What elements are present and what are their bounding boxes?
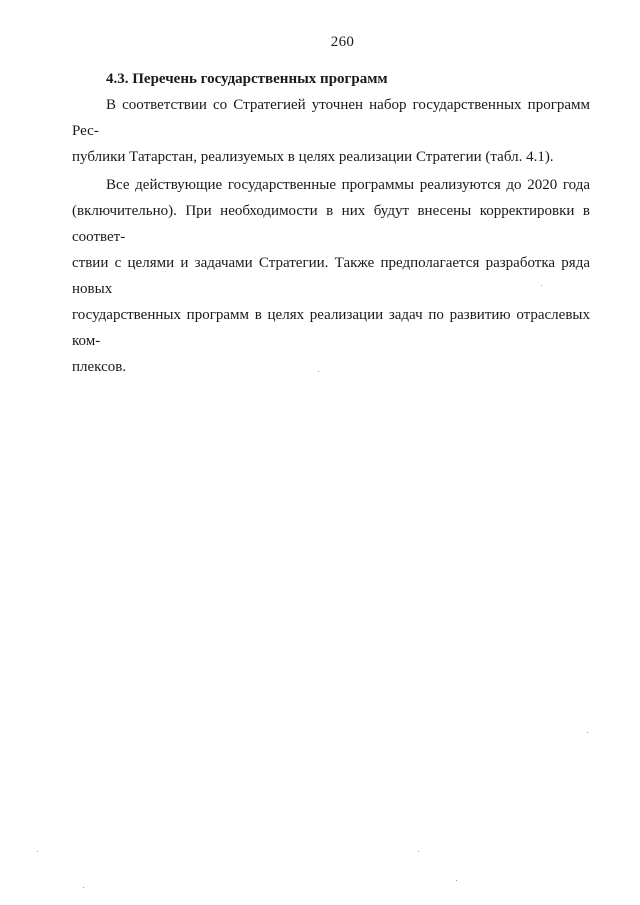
scan-speck (83, 887, 84, 888)
paragraph-line: Все действующие государственные программы реализуются до 2020 года (106, 177, 590, 193)
paragraph-line: плексов. (72, 359, 127, 375)
scan-speck (541, 285, 542, 286)
paragraph-2 (72, 172, 590, 380)
scan-speck (587, 732, 588, 733)
scan-speck (418, 851, 419, 852)
paragraph-line: (включительно). При необходимости в них будут внесены корректировки в соответ- (72, 203, 590, 245)
section-heading: 4.3. Перечень государственных программ (106, 71, 388, 87)
page-number: 260 (330, 34, 355, 50)
scan-speck (318, 371, 319, 372)
scan-speck (37, 851, 38, 852)
paragraph-line: ствии с целями и задачами Стратегии. Также предполагается разработка ряда новых (72, 255, 590, 297)
scan-speck (456, 880, 457, 881)
paragraph-line: публики Татарстан, реализуемых в целях реализации Стратегии (табл. 4.1). (72, 149, 554, 165)
paragraph-1 (72, 92, 590, 170)
paragraph-line: В соответствии со Стратегией уточнен набор государственных программ Рес- (72, 97, 590, 139)
paragraph-line: государственных программ в целях реализации задач по развитию отраслевых ком- (72, 307, 590, 349)
section-body (72, 66, 590, 380)
